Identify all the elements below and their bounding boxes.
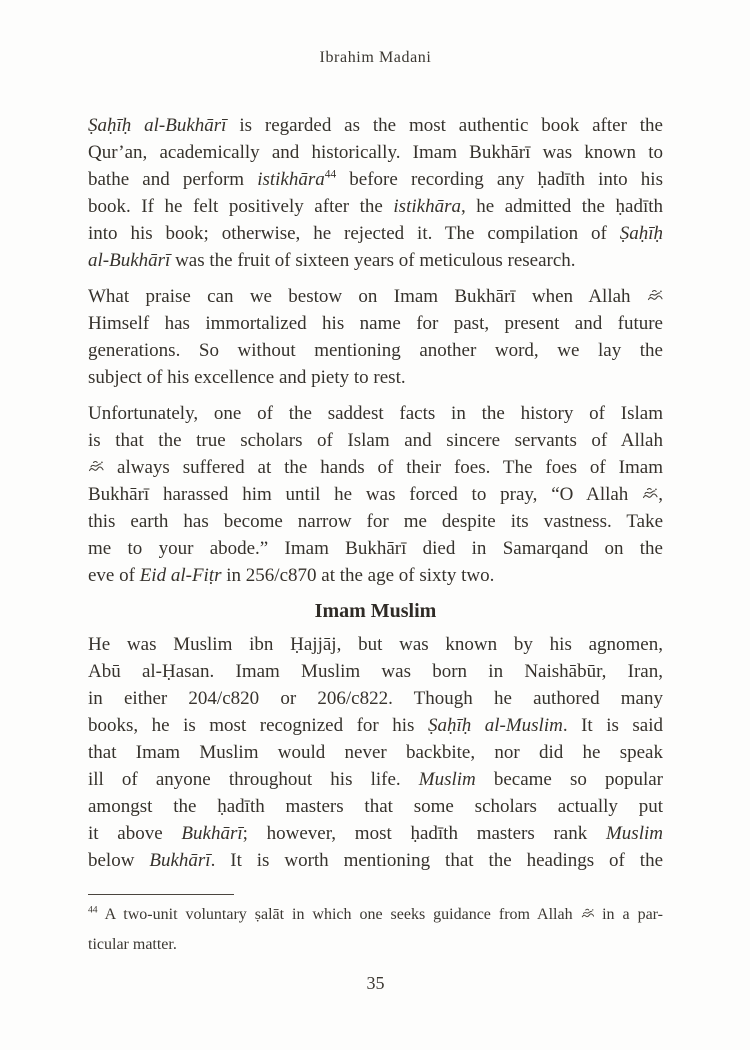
text-line: [88, 685, 663, 712]
text-line: [88, 712, 663, 739]
text-line: [88, 847, 663, 874]
text-run: Unfortunately, one of the saddest facts in the history of Islam: [88, 403, 663, 424]
text-run: Muslim: [418, 769, 476, 790]
text-run: always suffered at the hands of their foes. The foes of Imam: [104, 457, 663, 478]
text-run: generations. So without mentioning another word, we lay the: [88, 340, 663, 361]
paragraph: [88, 631, 663, 874]
text-run: ill of anyone throughout his life.: [88, 769, 419, 790]
text-run: it above: [88, 823, 182, 844]
text-line: [88, 793, 663, 820]
text-line: [88, 139, 663, 166]
text-line: [88, 739, 663, 766]
text-run: Ṣaḥīḥ al-Bukhārī: [88, 115, 227, 136]
text-run: Bukhārī harassed him until he was forced to pray, “O Allah: [88, 484, 643, 505]
text-line: [88, 220, 663, 247]
allah-honorific-icon: [642, 487, 658, 501]
text-run: eve of: [88, 565, 140, 586]
text-line: [88, 193, 663, 220]
text-run: ticular matter.: [88, 936, 177, 953]
allah-honorific-icon: [581, 908, 595, 920]
text-run: Qur’an, academically and historically. Imam Bukhārī was known to: [88, 142, 663, 163]
text-run: He was Muslim ibn Ḥajjāj, but was known by his agnomen,: [88, 634, 663, 655]
text-line: [88, 337, 663, 364]
text-line: [88, 766, 663, 793]
text-run: bathe and perform: [88, 169, 258, 190]
text-run: is regarded as the most authentic book after the: [226, 115, 663, 136]
text-run: What praise can we bestow on Imam Bukhārī when Allah: [88, 286, 647, 307]
footnote: [88, 894, 663, 960]
text-run: became so popular: [475, 769, 663, 790]
text-run: A two-unit voluntary ṣalāt in which one seeks guidance from Allah: [97, 906, 581, 923]
text-line: [88, 535, 663, 562]
text-run: istikhāra: [257, 169, 325, 190]
text-run: istikhāra: [393, 196, 461, 217]
text-line: [88, 658, 663, 685]
text-line: [88, 481, 663, 508]
paragraph: [88, 283, 663, 391]
text-line: [88, 283, 663, 310]
text-line: [88, 400, 663, 427]
text-run: book. If he felt positively after the: [88, 196, 394, 217]
footnote-ref: 44: [324, 168, 337, 181]
text-line: [88, 930, 663, 960]
text-run: that Imam Muslim would never backbite, nor did he speak: [88, 742, 663, 763]
text-run: books, he is most recognized for his: [88, 715, 428, 736]
text-run: Eid al-Fiṭr: [139, 565, 222, 586]
text-line: [88, 562, 663, 589]
text-run: Bukhārī: [149, 850, 211, 871]
text-run: Muslim: [605, 823, 663, 844]
footnote-ref: 44: [88, 904, 98, 916]
allah-honorific-icon: [88, 460, 104, 474]
text-run: amongst the ḥadīth masters that some scholars actually put: [88, 796, 663, 817]
text-line: [88, 247, 663, 274]
allah-honorific-icon: [647, 289, 663, 303]
text-run: Abū al-Ḥasan. Imam Muslim was born in Naishābūr, Iran,: [88, 661, 663, 682]
text-run: in either 204/c820 or 206/c822. Though he authored many: [88, 688, 663, 709]
text-line: [88, 310, 663, 337]
text-line: [88, 631, 663, 658]
text-run: . It is worth mentioning that the headings of the: [210, 850, 664, 871]
text-run: . It is said: [562, 715, 664, 736]
text-run: ; however, most ḥadīth masters rank: [242, 823, 606, 844]
text-run: below: [88, 850, 150, 871]
text-line: [88, 820, 663, 847]
text-block: [88, 112, 663, 874]
text-line: [88, 508, 663, 535]
text-run: before recording any ḥadīth into his: [336, 169, 663, 190]
text-run: was the fruit of sixteen years of meticulous research.: [170, 250, 576, 271]
text-run: into his book; otherwise, he rejected it. The compilation of: [88, 223, 620, 244]
paragraph: [88, 400, 663, 589]
running-header: Ibrahim Madani: [319, 49, 432, 66]
paragraph: [88, 112, 663, 274]
section-heading: Imam Muslim: [314, 600, 437, 622]
text-line: [88, 454, 663, 481]
text-run: in a par-: [594, 906, 664, 923]
text-line: [88, 900, 663, 930]
text-run: is that the true scholars of Islam and sincere servants of Allah: [88, 430, 663, 451]
text-line: [88, 427, 663, 454]
text-line: [88, 166, 663, 193]
text-run: ,: [658, 484, 663, 505]
text-run: al-Bukhārī: [88, 250, 171, 271]
text-run: this earth has become narrow for me despite its vastness. Take: [88, 511, 663, 532]
footnote-lines: [88, 900, 663, 960]
text-run: Himself has immortalized his name for past, present and future: [88, 313, 663, 334]
page-number: 35: [366, 973, 385, 993]
text-line: [88, 364, 663, 391]
text-run: in 256/c870 at the age of sixty two.: [221, 565, 495, 586]
text-run: , he admitted the ḥadīth: [460, 196, 664, 217]
text-run: me to your abode.” Imam Bukhārī died in Samarqand on the: [88, 538, 663, 559]
text-run: Ṣaḥīḥ: [619, 223, 663, 244]
text-run: Ṣaḥīḥ al-Muslim: [427, 715, 563, 736]
text-run: subject of his excellence and piety to rest.: [88, 367, 406, 388]
footnote-separator: [88, 894, 234, 895]
text-line: [88, 112, 663, 139]
text-run: Bukhārī: [181, 823, 243, 844]
